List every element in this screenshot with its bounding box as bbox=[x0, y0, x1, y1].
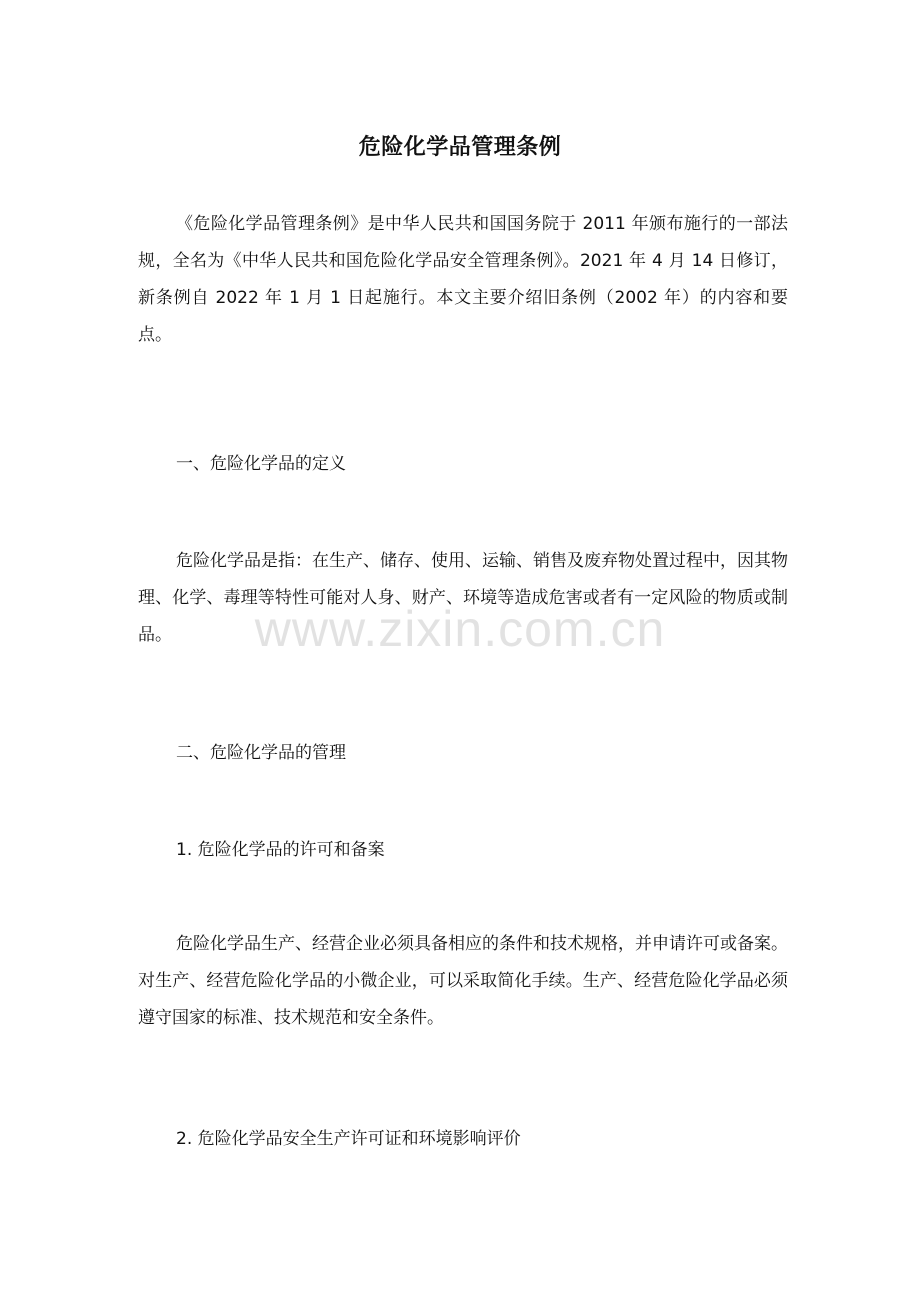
document-title: 危险化学品管理条例 bbox=[358, 135, 562, 160]
subsection2-heading: 2. 危险化学品安全生产许可证和环境影响评价 bbox=[176, 1129, 521, 1149]
intro-paragraph: 《危险化学品管理条例》是中华人民共和国国务院于 2011 年颁布施行的一部法规，全名为《中华人民共和国危险化学品安全管理条例》。2021 年 4 月 14 日修订，新条例自 2022 年 1 月 1 日起施行。本文主要介绍旧条例（2002 年）的内容和要点。 bbox=[138, 214, 788, 345]
subsection1-heading: 1. 危险化学品的许可和备案 bbox=[176, 840, 385, 860]
section2-heading: 二、危险化学品的管理 bbox=[176, 743, 346, 763]
section1-paragraph: 危险化学品是指：在生产、储存、使用、运输、销售及废弃物处置过程中，因其物理、化学、毒理等特性可能对人身、财产、环境等造成危害或者有一定风险的物质或制品。 bbox=[138, 551, 788, 645]
section1-heading: 一、危险化学品的定义 bbox=[176, 454, 346, 474]
watermark-text: www.zixin.com.cn bbox=[254, 601, 666, 657]
subsection1-paragraph: 危险化学品生产、经营企业必须具备相应的条件和技术规格，并申请许可或备案。对生产、经营危险化学品的小微企业，可以采取简化手续。生产、经营危险化学品必须遵守国家的标准、技术规范和安全条件。 bbox=[138, 934, 788, 1028]
